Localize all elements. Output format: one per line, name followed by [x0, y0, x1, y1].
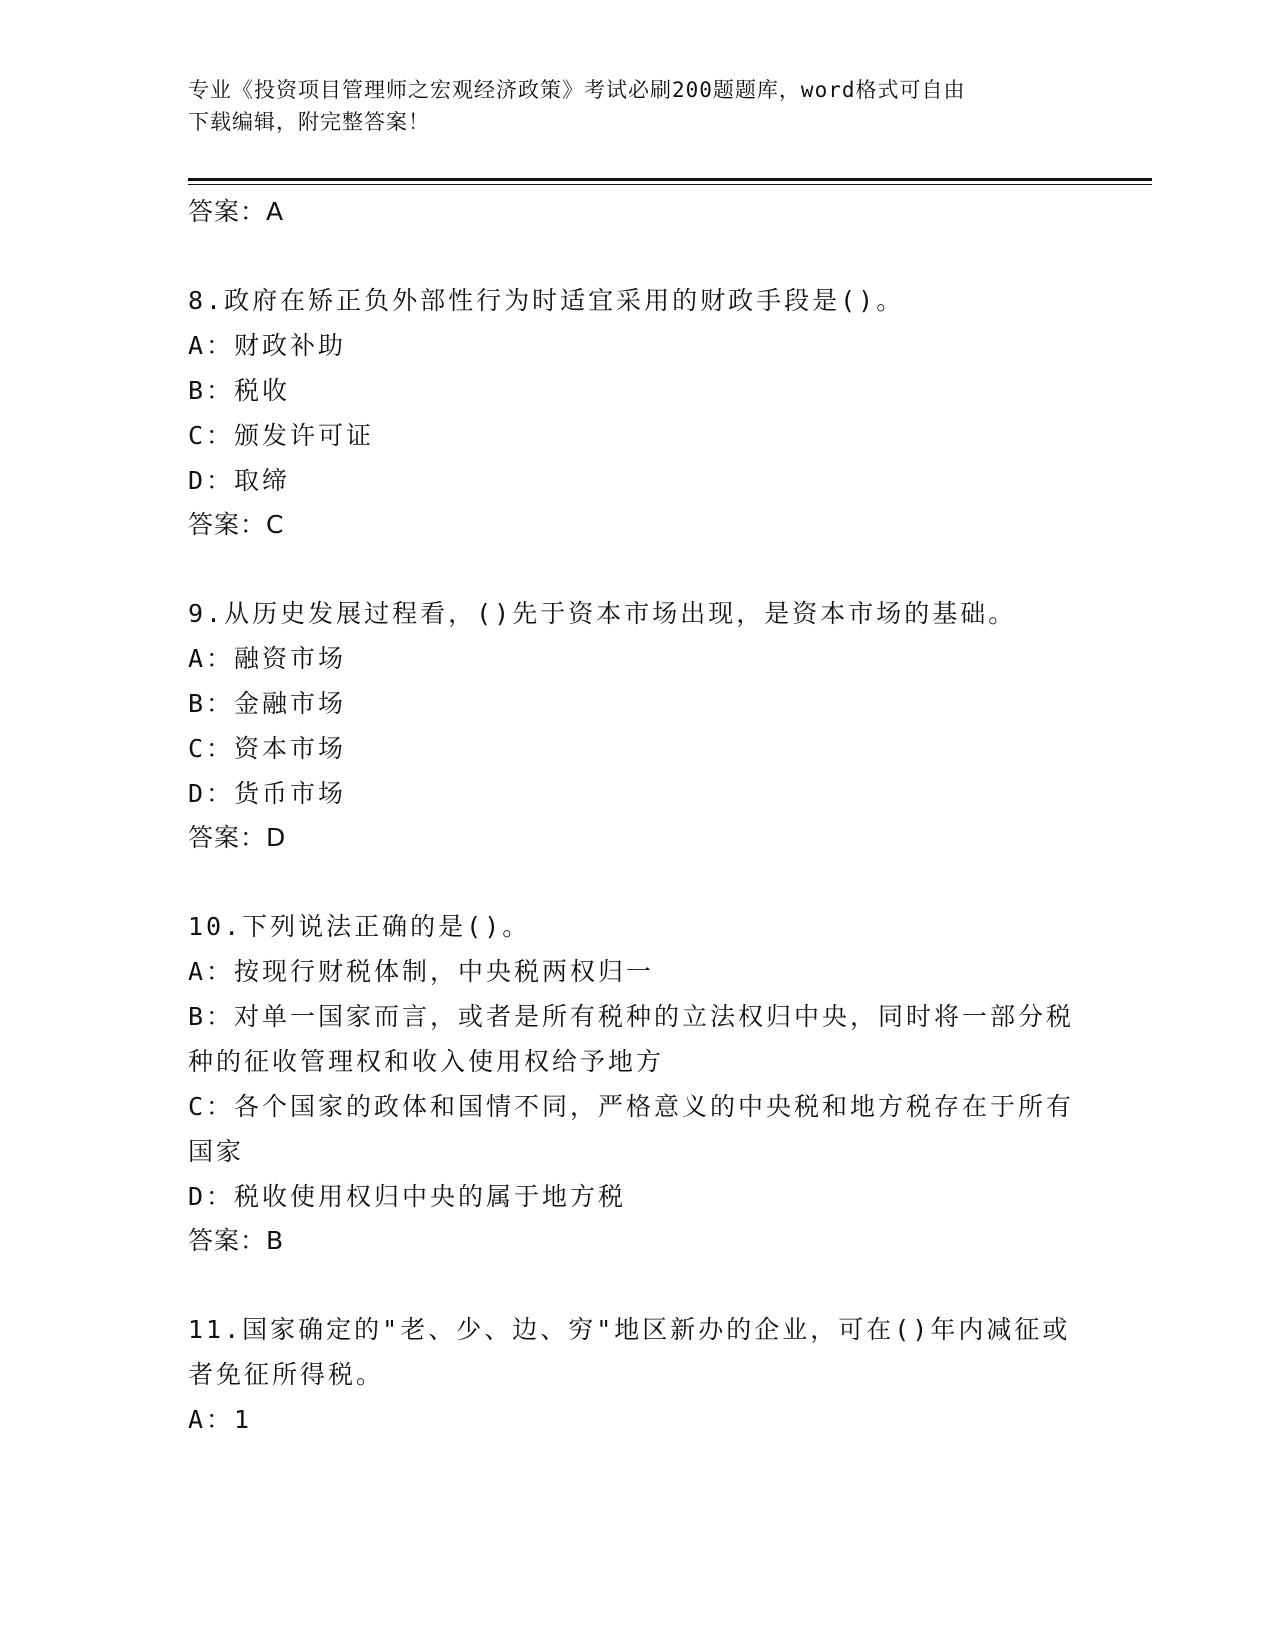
header-rule-thin	[188, 184, 1152, 185]
option-b: B：金融市场	[188, 689, 347, 718]
question-stem: 11.国家确定的"老、少、边、穷"地区新办的企业，可在()年内减征或者免征所得税。	[188, 1315, 1071, 1389]
option-a: A：按现行财税体制，中央税两权归一	[188, 957, 655, 986]
header-line-2: 下载编辑，附完整答案！	[188, 110, 430, 134]
option-a: A：1	[188, 1405, 253, 1434]
header-line-1: 专业《投资项目管理师之宏观经济政策》考试必刷200题题库，word格式可自由	[188, 78, 966, 102]
option-a: A：融资市场	[188, 644, 347, 673]
answer-line: 答案：C	[188, 510, 285, 539]
question-list	[188, 190, 1088, 1442]
answer-line: 答案：D	[188, 823, 287, 852]
option-c: C：资本市场	[188, 734, 347, 763]
answer-line: 答案：A	[188, 197, 285, 226]
header-rule-thick	[188, 178, 1152, 181]
option-c: C：各个国家的政体和国情不同，严格意义的中央税和地方税存在于所有国家	[188, 1092, 1075, 1166]
question-stem: 10.下列说法正确的是()。	[188, 912, 531, 941]
option-b: B：对单一国家而言，或者是所有税种的立法权归中央，同时将一部分税种的征收管理权和收入使用权给予地方	[188, 1002, 1075, 1076]
question-stem: 8.政府在矫正负外部性行为时适宜采用的财政手段是()。	[188, 286, 905, 315]
option-a: A：财政补助	[188, 331, 347, 360]
option-d: D：税收使用权归中央的属于地方税	[188, 1182, 627, 1211]
option-b: B：税收	[188, 376, 291, 405]
option-d: D：货币市场	[188, 779, 347, 808]
option-c: C：颁发许可证	[188, 421, 375, 450]
option-d: D：取缔	[188, 466, 291, 495]
document-header	[188, 74, 1068, 138]
question-stem: 9.从历史发展过程看，()先于资本市场出现，是资本市场的基础。	[188, 599, 1017, 628]
answer-line: 答案：B	[188, 1226, 285, 1255]
